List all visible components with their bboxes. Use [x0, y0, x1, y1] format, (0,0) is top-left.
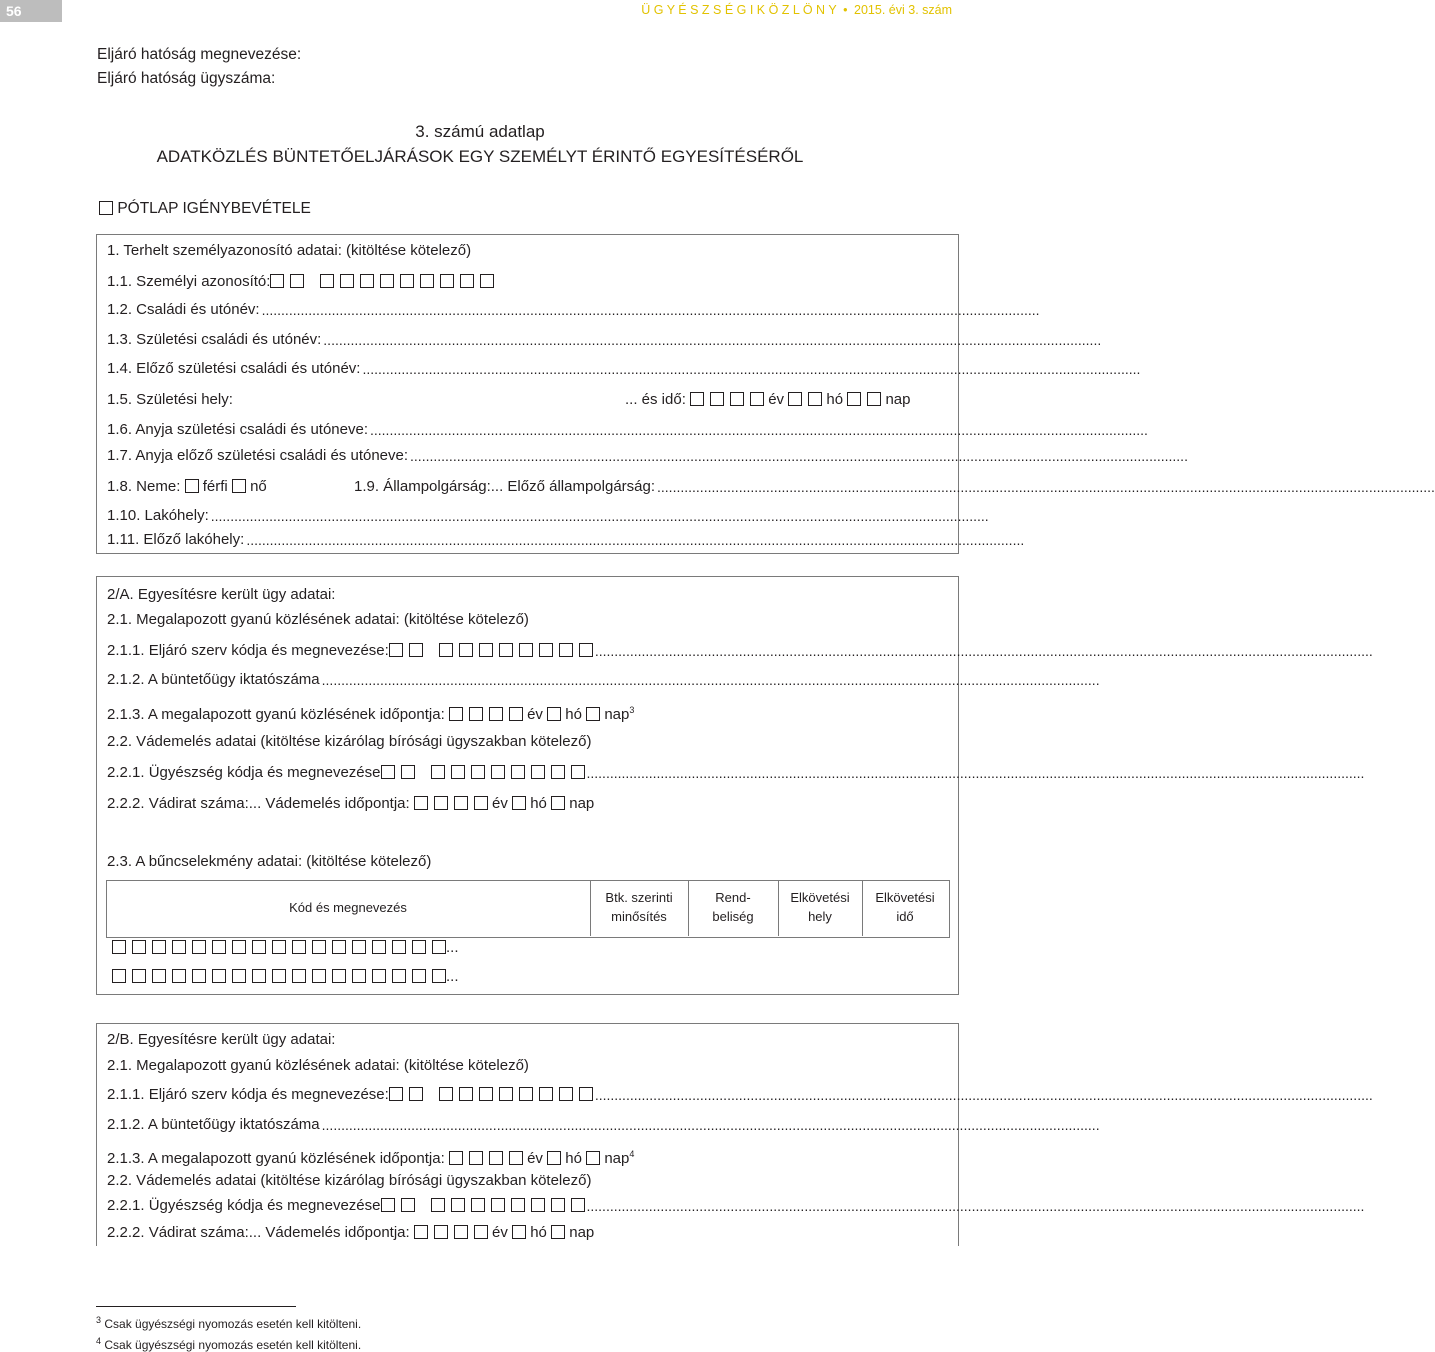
col-qualification: Btk. szerinti minősítés [605, 890, 673, 924]
birth-day-boxes[interactable] [847, 392, 881, 406]
dot-leader: ........................................................................................................................................................................................................ [370, 422, 1148, 438]
dot-leader: ........................................................................................................................................................................................................ [410, 448, 1188, 464]
crime-row[interactable]: ... [112, 939, 459, 957]
s2a-crime: 2.3. A bűncselekmény adatai: (kitöltése kötelező) [107, 853, 432, 870]
page-header [0, 0, 960, 26]
s1-name: 1.2. Családi és utónév: [107, 301, 260, 318]
dot-leader: ........................................................................................................................................................................................................ [246, 532, 1025, 548]
footnote-rule [96, 1306, 296, 1307]
s1-sex: 1.8. Neme: férfi nő [107, 478, 267, 495]
s1-citizenship: 1.9. Állampolgárság:... Előző állampolgárság: [354, 478, 656, 495]
s1-personal-id: 1.1. Személyi azonosító: [107, 273, 494, 291]
dot-leader: ........................................................................................................................................................................................................ [586, 765, 1365, 781]
s2a-prosecutor: 2.2.1. Ügyészség kódja és megnevezése [107, 764, 585, 782]
s2a-agency: 2.1.1. Eljáró szerv kódja és megnevezése: [107, 642, 593, 660]
birth-month-boxes[interactable] [788, 392, 822, 406]
s2b-indictment-number: 2.2.2. Vádirat száma:... Vádemelés időpontja: év hó nap [107, 1224, 595, 1241]
s2a-indictment: 2.2. Vádemelés adatai (kitöltése kizárólag bírósági ügyszakban kötelező) [107, 733, 592, 750]
dot-leader: ........................................................................................................................................................................................................ [261, 302, 1040, 318]
page-number: 56 [0, 0, 62, 22]
dot-leader: ........................................................................................................................................................................................................ [594, 643, 1373, 659]
s2b-suspicion-date: 2.1.3. A megalapozott gyanú közlésének időpontja: év hó nap$^4$ [107, 1149, 635, 1167]
dot-leader: ........................................................................................................................................................................................................ [586, 1198, 1365, 1214]
s2b-case-number: 2.1.2. A büntetőügy iktatószáma [107, 1116, 320, 1133]
col-place: Elkövetési hely [790, 890, 850, 924]
s2a-suspicion-date: 2.1.3. A megalapozott gyanú közlésének időpontja: év hó nap$^3$ [107, 705, 635, 723]
s2a-case-number: 2.1.2. A büntetőügy iktatószáma [107, 671, 320, 688]
s1-birth-name: 1.3. Születési családi és utónév: [107, 331, 322, 348]
s1-heading: 1. Terhelt személyazonosító adatai: (kitöltése kötelező) [107, 242, 472, 259]
personal-id-boxes[interactable] [270, 274, 304, 288]
s2b-prosecutor: 2.2.1. Ügyészség kódja és megnevezése [107, 1197, 585, 1215]
footnote-4: $^4$ Csak ügyészségi nyomozás esetén kell kitölteni. [96, 1336, 362, 1352]
s2b-suspicion: 2.1. Megalapozott gyanú közlésének adatai: (kitöltése kötelező) [107, 1057, 529, 1074]
footnote-3: $^3$ Csak ügyészségi nyomozás esetén kell kitölteni. [96, 1315, 362, 1331]
s1-residence: 1.10. Lakóhely: [107, 507, 209, 524]
s1-mother-prev-name: 1.7. Anyja előző születési családi és utóneve: [107, 447, 409, 464]
s1-mother-name: 1.6. Anyja születési családi és utóneve: [107, 421, 368, 438]
birth-year-boxes[interactable] [690, 392, 764, 406]
intro-authority-name: Eljáró hatóság megnevezése: [97, 46, 302, 63]
s1-birth-place: 1.5. Születési hely: [107, 391, 233, 408]
s2a-indictment-number: 2.2.2. Vádirat száma:... Vádemelés időpontja: év hó nap [107, 795, 595, 812]
s2b-agency: 2.1.1. Eljáró szerv kódja és megnevezése: [107, 1086, 593, 1104]
dot-leader: ........................................................................................................................................................................................................ [323, 332, 1102, 348]
s2a-heading: 2/A. Egyesítésre került ügy adatai: [107, 586, 336, 603]
col-recidivism: Rend- beliség [712, 890, 754, 924]
dot-leader: ........................................................................................................................................................................................................ [362, 361, 1141, 377]
s1-prev-birth-name: 1.4. Előző születési családi és utónév: [107, 360, 361, 377]
s1-prev-residence: 1.11. Előző lakóhely: [107, 531, 245, 548]
form-number: 3. számú adatlap [415, 122, 545, 141]
dot-leader: ........................................................................................................................................................................................................ [594, 1087, 1373, 1103]
s2a-suspicion: 2.1. Megalapozott gyanú közlésének adatai: (kitöltése kötelező) [107, 611, 529, 628]
s2a-agency-boxes[interactable] [389, 643, 423, 657]
dot-leader: ........................................................................................................................................................................................................ [321, 672, 1100, 688]
s1-birth-date: ... és idő: év hó nap [625, 391, 911, 408]
col-time: Elkövetési idő [875, 890, 935, 924]
supplement-checkbox[interactable] [99, 201, 113, 215]
dot-leader: ........................................................................................................................................................................................................ [210, 508, 989, 524]
s2b-heading: 2/B. Egyesítésre került ügy adatai: [107, 1031, 336, 1048]
intro-case-number: Eljáró hatóság ügyszáma: [97, 70, 276, 87]
dot-leader: ........................................................................................................................................................................................................ [657, 479, 1435, 495]
supplement-row: PÓTLAP IGÉNYBEVÉTELE [99, 200, 311, 218]
s2b-indictment: 2.2. Vádemelés adatai (kitöltése kizárólag bírósági ügyszakban kötelező) [107, 1172, 592, 1189]
male-checkbox[interactable] [185, 479, 199, 493]
dot-leader: ........................................................................................................................................................................................................ [321, 1117, 1100, 1133]
journal-title: Ü G Y É S Z S É G I K Ö Z L Ö N Y • 2015. évi 3. szám [641, 3, 952, 17]
crime-row[interactable]: ... [112, 968, 459, 986]
female-checkbox[interactable] [232, 479, 246, 493]
form-title: ADATKÖZLÉS BÜNTETŐELJÁRÁSOK EGY SZEMÉLYT ÉRINTŐ EGYESÍTÉSÉRŐL [156, 147, 804, 166]
col-code: Kód és megnevezés [289, 900, 407, 915]
